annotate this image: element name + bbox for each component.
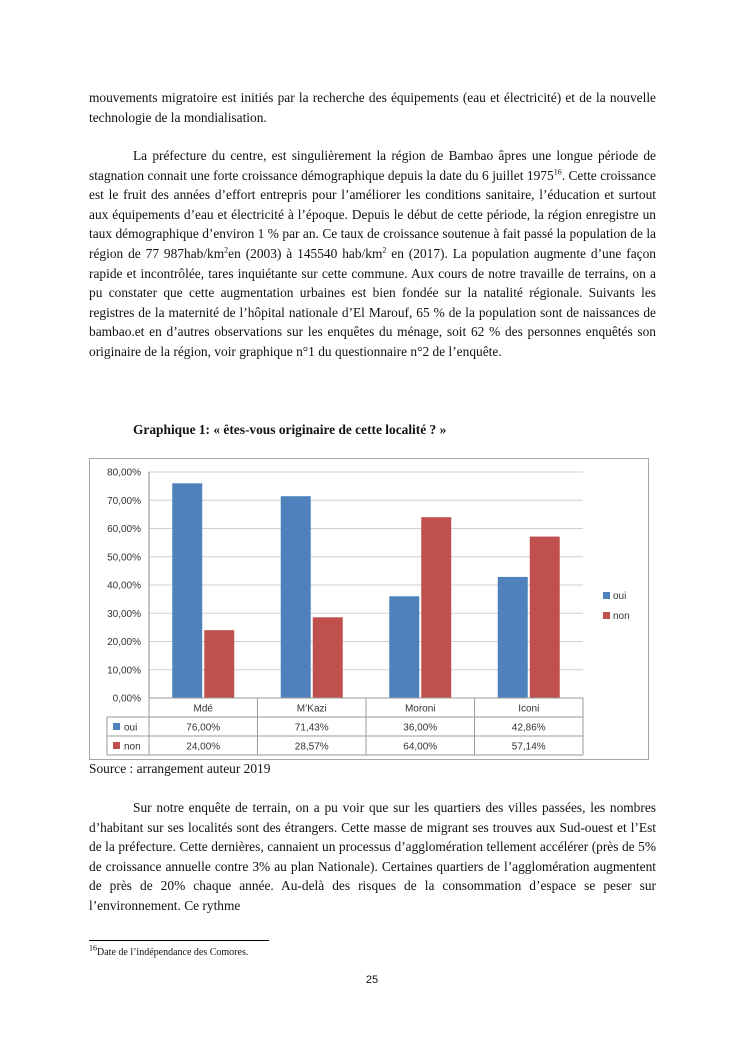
paragraph-2 xyxy=(89,146,656,362)
y-tick-label: 40,00% xyxy=(107,580,141,592)
legend-key-non xyxy=(603,612,610,619)
bar-oui-0 xyxy=(172,483,202,698)
table-series-label: non xyxy=(124,741,141,753)
x-tick-label: Mdé xyxy=(193,703,213,715)
data-label: 28,57% xyxy=(294,741,329,753)
y-tick-label: 50,00% xyxy=(107,552,141,564)
y-tick-label: 30,00% xyxy=(107,608,141,620)
y-tick-label: 0,00% xyxy=(112,693,141,705)
bar-non-1 xyxy=(313,617,343,698)
data-label: 71,43% xyxy=(294,722,329,734)
y-tick-label: 10,00% xyxy=(107,665,141,677)
paragraph-3 xyxy=(89,798,656,916)
figure-source: Source : arrangement auteur 2019 xyxy=(89,761,271,776)
footnote-divider xyxy=(89,940,269,941)
table-series-label: oui xyxy=(124,722,138,734)
paragraph-2-text-c: en (2003) à 145540 hab/km xyxy=(228,245,383,261)
paragraph-2-text-b: . Cette croissance est le fruit des années d’effort entrepris pour l’améliorer les conditions sanitaire, l’éducation et surtout aux équipements d’eau et électricité à l’époque. Depuis le début de cette période, la région enregistre un taux démographique d’environ 1 % par an. Ce taux de croissance soutenue à fait passé la population de la région de 77 987hab/km xyxy=(89,167,656,261)
x-tick-label: M’Kazi xyxy=(296,703,327,715)
y-tick-label: 70,00% xyxy=(107,495,141,507)
bar-non-2 xyxy=(421,517,451,698)
y-tick-label: 60,00% xyxy=(107,524,141,535)
data-label: 64,00% xyxy=(403,741,438,753)
table-legend-key-non xyxy=(113,742,120,749)
paragraph-2-text-a: La préfecture du centre, est singulièrement la région de Bambao âpres une longue période de stagnation connait une forte croissance démographique depuis la date du 6 juillet 1975 xyxy=(89,148,656,183)
paragraph-1-text: mouvements migratoire est initiés par la recherche des équipements (eau et électricité) et de la nouvelle technologie de la mondialisation. xyxy=(89,90,656,125)
bar-chart xyxy=(89,458,649,760)
legend-label-oui: oui xyxy=(613,591,627,602)
data-label: 76,00% xyxy=(186,722,221,734)
x-tick-label: Iconi xyxy=(518,703,540,715)
superscript: 2 xyxy=(382,245,387,255)
data-label: 57,14% xyxy=(511,741,546,753)
bar-oui-1 xyxy=(281,496,311,698)
data-label: 24,00% xyxy=(186,741,221,753)
footnote xyxy=(89,943,249,958)
y-tick-label: 20,00% xyxy=(107,637,141,648)
data-label: 36,00% xyxy=(403,722,438,734)
x-tick-label: Moroni xyxy=(404,703,436,715)
paragraph-3-text: Sur notre enquête de terrain, on a pu voir que sur les quartiers des villes passées, les nombres d’habitant sur ses localités sont des étrangers. Cette masse de migrant ses trouves aux Sud-ouest et l’Est de la préfecture. Cette dernières, cannaient un processus d’agglomération tellement accélérer (près de 5% de croissance annuelle contre 3% au plan Nationale). Certaines quartiers de l’agglomération augmentent de près de 20% chaque année. Au-delà des risques de la consommation d’espace se peser sur l’environnement. Ce rythme xyxy=(89,800,656,913)
figure-caption: Graphique 1: « êtes-vous originaire de cette localité ? » xyxy=(133,422,447,437)
footnote-reference[interactable]: 16 xyxy=(553,167,562,177)
paragraph-1 xyxy=(89,88,656,127)
table-legend-key-oui xyxy=(113,723,120,730)
legend-key-oui xyxy=(603,592,610,599)
bar-non-0 xyxy=(204,630,234,698)
superscript: 2 xyxy=(224,245,229,255)
bar-non-3 xyxy=(530,537,560,698)
legend-label-non: non xyxy=(613,611,630,622)
paragraph-2-text-d: en (2017). La population augmente d’une façon rapide et incontrôlée, tares inquiétante sur cette commune. Aux cours de notre travaille de terrains, on a pu constater que cette augmentation urbaines est bien fondée sur la natalité régionale. Suivants les registres de la maternité de l’hôpital nationale d’El Marouf, 65 % de la population sont de naissances de bambao.et en d’autres observations sur les enquêtes du ménage, soit 62 % des personnes enquêtés son originaire de la région, voir graphique n°1 du questionnaire n°2 de l’enquête. xyxy=(89,245,656,359)
bar-oui-2 xyxy=(389,596,419,698)
data-label: 42,86% xyxy=(511,722,546,734)
footnote-text: Date de l’indépendance des Comores. xyxy=(97,947,249,958)
footnote-marker: 16 xyxy=(89,943,97,953)
bar-oui-3 xyxy=(498,577,528,698)
y-tick-label: 80,00% xyxy=(107,467,141,479)
page-number: 25 xyxy=(365,974,379,986)
